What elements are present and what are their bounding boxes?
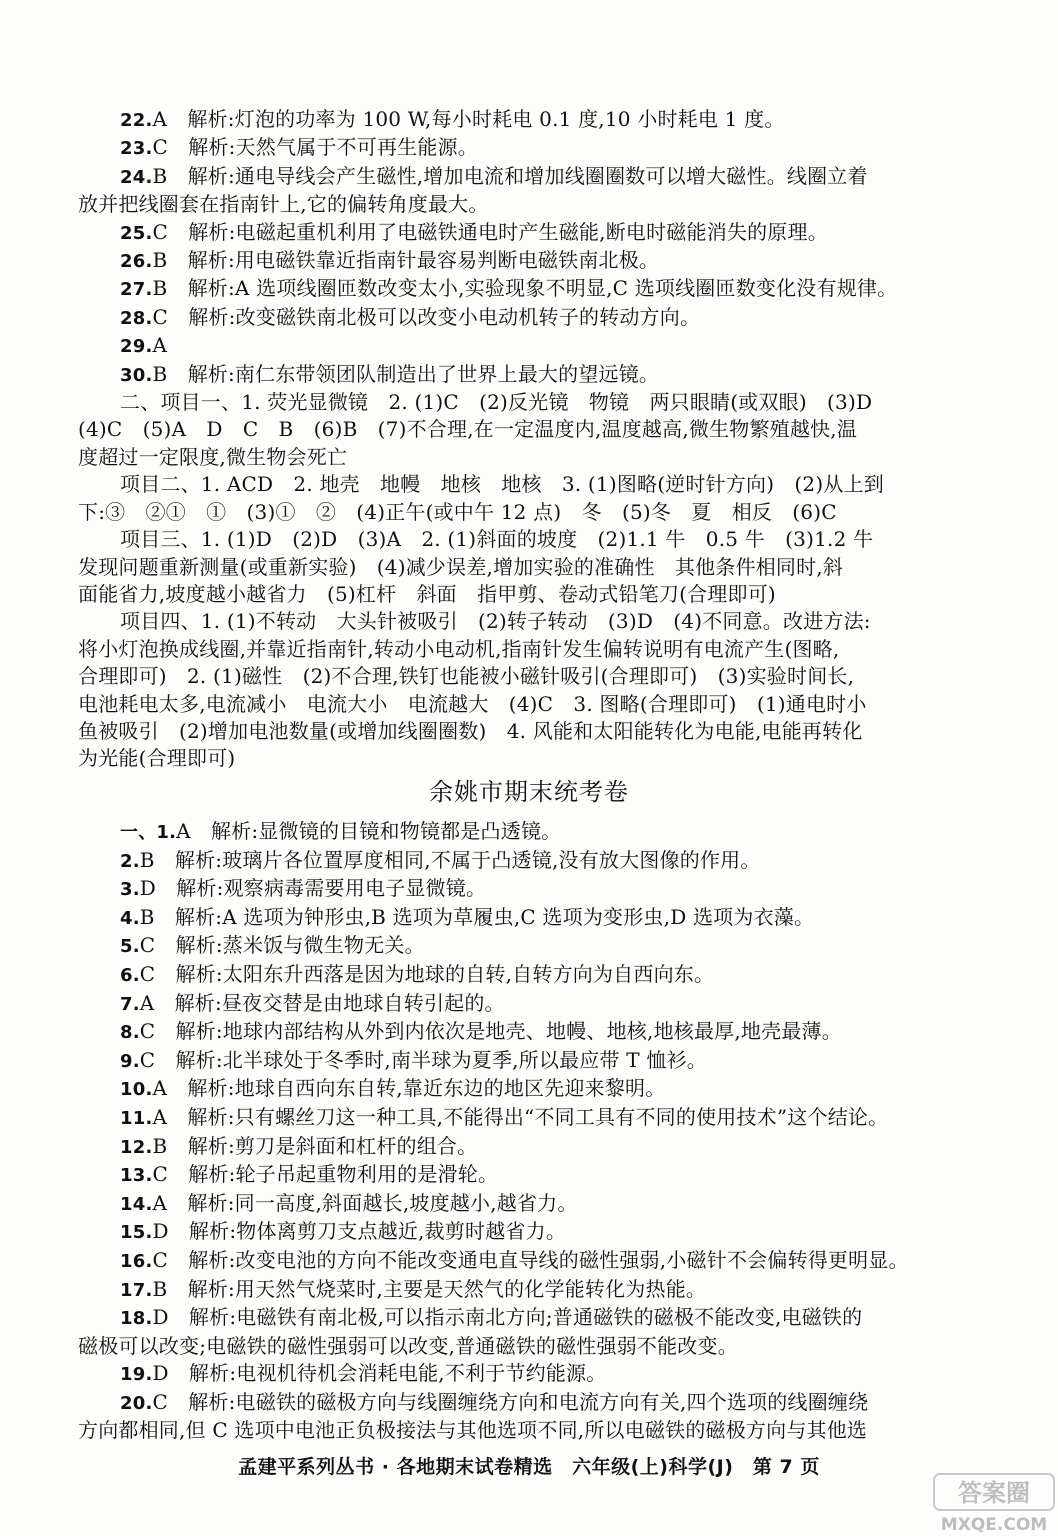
answer-text: B 解析:剪刀是斜面和杠杆的组合。 [152, 1133, 478, 1158]
answer-text: C 解析:天然气属于不可再生能源。 [152, 135, 478, 160]
question-number: 28. [120, 307, 153, 329]
answer-line [78, 416, 958, 443]
answer-line [78, 389, 958, 416]
watermark-logo-text: 答案圈 [958, 1479, 1030, 1507]
answer-text: A 解析:只有螺丝刀这一种工具,不能得出“不同工具有不同的使用技术”这个结论。 [152, 1104, 889, 1129]
question-number: 12. [120, 1136, 153, 1158]
answer-text: B 解析:南仁东带领团队制造出了世界上最大的望远镜。 [152, 361, 660, 386]
answer-text: 电池耗电太多,电流减小 电流大小 电流越大 (4)C 3. 图略(合理即可) (1)通电时小 [78, 691, 867, 716]
question-number: 16. [120, 1250, 153, 1272]
answer-text: 二、项目一、1. 荧光显微镜 2. (1)C (2)反光镜 物镜 两只眼睛(或双眼) (3)D [120, 390, 873, 415]
answer-text: 磁极可以改变;电磁铁的磁性强弱可以改变,普通磁铁的磁性强弱不能改变。 [78, 1333, 738, 1358]
page-footer: 孟建平系列丛书 · 各地期末试卷精选 六年级(上)科学(J) 第 7 页 [238, 1456, 820, 1478]
question-number: 3. [120, 879, 140, 901]
answer-line [78, 691, 958, 718]
answer-text: B 解析:A 选项为钟形虫,B 选项为草履虫,C 选项为变形虫,D 选项为衣藻。 [139, 904, 815, 929]
answer-line [78, 444, 958, 471]
answer-text: A 解析:同一高度,斜面越长,坡度越小,越省力。 [152, 1190, 578, 1215]
answer-text: B 解析:A 选项线圈匝数改变太小,实验现象不明显,C 选项线圈匝数变化没有规律。 [152, 276, 898, 301]
question-number: 4. [120, 907, 140, 929]
question-number: 18. [120, 1308, 153, 1330]
question-number: 29. [120, 336, 153, 358]
answer-text: 项目四、1. (1)不转动 大头针被吸引 (2)转子转动 (3)D (4)不同意。改进方法: [120, 609, 871, 634]
question-number: 9. [120, 1050, 140, 1072]
answer-line [78, 1075, 958, 1104]
answer-line [78, 247, 958, 275]
answer-line [78, 608, 958, 635]
answer-text: A 解析:显微镜的目镜和物镜都是凸透镜。 [176, 819, 562, 843]
answer-line [78, 361, 958, 389]
question-number: 23. [120, 138, 153, 160]
answer-line [78, 1104, 958, 1133]
answer-line [78, 1304, 958, 1333]
answer-line [78, 875, 958, 904]
answer-text: A 解析:昼夜交替是由地球自转引起的。 [139, 990, 505, 1015]
answer-line [78, 332, 958, 360]
answer-text: C 解析:改变磁铁南北极可以改变小电动机转子的转动方向。 [152, 304, 701, 329]
answer-line [78, 1276, 958, 1305]
answer-line [78, 1333, 958, 1361]
answer-text: 方向都相同,但 C 选项中电池正负极接法与其他选项不同,所以电磁铁的磁极方向与其他选 [78, 1418, 868, 1443]
answer-text: (4)C (5)A D C B (6)B (7)不合理,在一定温度内,温度越高,微生物繁殖越快,温 [78, 417, 858, 442]
answer-text: B 解析:玻璃片各位置厚度相同,不属于凸透镜,没有放大图像的作用。 [139, 847, 761, 872]
question-number: 17. [120, 1279, 153, 1301]
answer-line [78, 499, 958, 526]
answer-line [78, 163, 958, 191]
answer-line [78, 847, 958, 876]
answer-text: 鱼被吸引 (2)增加电池数量(或增加线圈圈数) 4. 风能和太阳能转化为电能,电能再转化 [78, 718, 863, 743]
answer-text: C 解析:太阳东升西落是因为地球的自转,自转方向为自西向东。 [139, 961, 715, 986]
question-number: 26. [120, 251, 153, 273]
answer-text: 下:③ ②① ① (3)① ② (4)正午(或中午 12 点) 冬 (5)冬 夏 相反 (6)C [78, 499, 837, 524]
answer-line [78, 1047, 958, 1076]
answer-line [78, 554, 958, 581]
question-number: 20. [120, 1392, 153, 1414]
answer-line [78, 526, 958, 553]
question-number: 30. [120, 364, 153, 386]
answer-list-lower [78, 818, 958, 1445]
answer-line [78, 1133, 958, 1162]
answer-text: 放并把线圈套在指南针上,它的偏转角度最大。 [78, 192, 489, 217]
answer-text: D 解析:物体离剪刀支点越近,裁剪时越省力。 [152, 1219, 567, 1244]
answer-text: A 解析:灯泡的功率为 100 W,每小时耗电 0.1 度,10 小时耗电 1 度。 [152, 107, 785, 131]
question-number: 7. [120, 993, 140, 1015]
answer-line [78, 1247, 958, 1276]
answer-line [78, 1190, 958, 1219]
question-number: 27. [120, 279, 153, 301]
answer-line [78, 1389, 958, 1418]
section-title: 余姚市期末统考卷 [429, 778, 629, 806]
question-number: 一、1. [120, 822, 177, 843]
answer-text: C 解析:电磁起重机利用了电磁铁通电时产生磁能,断电时磁能消失的原理。 [152, 219, 828, 244]
question-number: 6. [120, 964, 140, 986]
question-number: 24. [120, 166, 153, 188]
answer-text: 度超过一定限度,微生物会死亡 [78, 444, 348, 469]
answer-text: 项目三、1. (1)D (2)D (3)A 2. (1)斜面的坡度 (2)1.1 牛 0.5 牛 (3)1.2 牛 [120, 527, 874, 552]
question-number: 15. [120, 1222, 153, 1244]
answer-line [78, 1360, 958, 1389]
answer-text: C 解析:地球内部结构从外到内依次是地壳、地幔、地核,地核最厚,地壳最薄。 [139, 1019, 842, 1044]
answer-list-upper [78, 106, 958, 773]
answer-text: B 解析:用天然气烧菜时,主要是天然气的化学能转化为热能。 [152, 1276, 707, 1301]
answer-line [78, 581, 958, 608]
answer-text: C 解析:轮子吊起重物利用的是滑轮。 [152, 1162, 499, 1187]
answer-line [78, 1417, 958, 1445]
question-number: 11. [120, 1107, 153, 1129]
answer-text: D 解析:电视机待机会消耗电能,不利于节约能源。 [152, 1361, 607, 1386]
answer-text: D 解析:观察病毒需要用电子显微镜。 [139, 876, 487, 901]
answer-text: A [152, 333, 168, 358]
answer-line [78, 275, 958, 303]
answer-text: 面能省力,坡度越小越省力 (5)杠杆 斜面 指甲剪、卷动式铅笔刀(合理即可) [78, 581, 776, 606]
answer-line [78, 1161, 958, 1190]
answer-text: 合理即可) 2. (1)磁性 (2)不合理,铁钉也能被小磁针吸引(合理即可) (3)实验时间长, [78, 664, 855, 689]
watermark-logo [930, 1470, 1058, 1536]
answer-line [78, 471, 958, 498]
answer-line [78, 718, 958, 745]
answer-text: 将小灯泡换成线圈,并靠近指南针,转动小电动机,指南针发生偏转说明有电流产生(图略, [78, 636, 840, 661]
answer-line [78, 745, 958, 772]
answer-line [78, 818, 958, 847]
answer-line [78, 304, 958, 332]
question-number: 14. [120, 1193, 153, 1215]
answer-text: 项目二、1. ACD 2. 地壳 地幔 地核 地核 3. (1)图略(逆时针方向) (2)从上到 [120, 472, 884, 497]
answer-line [78, 1218, 958, 1247]
question-number: 13. [120, 1165, 153, 1187]
answer-line [78, 663, 958, 690]
answer-line [78, 932, 958, 961]
answer-text: C 解析:改变电池的方向不能改变通电直导线的磁性强弱,小磁针不会偏转得更明显。 [152, 1247, 909, 1272]
question-number: 19. [120, 1364, 153, 1386]
answer-text: C 解析:北半球处于冬季时,南半球为夏季,所以最应带 T 恤衫。 [139, 1047, 707, 1072]
question-number: 10. [120, 1079, 153, 1101]
question-number: 2. [120, 850, 140, 872]
answer-text: B 解析:通电导线会产生磁性,增加电流和增加线圈圈数可以增大磁性。线圈立着 [152, 163, 868, 188]
answer-text: 发现问题重新测量(或重新实验) (4)减少误差,增加实验的准确性 其他条件相同时,斜 [78, 554, 844, 579]
question-number: 8. [120, 1022, 140, 1044]
answer-text: 为光能(合理即可) [78, 746, 236, 771]
answer-text: C 解析:蒸米饭与微生物无关。 [139, 933, 425, 958]
question-number: 22. [120, 110, 153, 131]
question-number: 25. [120, 222, 153, 244]
question-number: 5. [120, 936, 140, 958]
answer-line [78, 134, 958, 162]
answer-line [78, 636, 958, 663]
answer-text: C 解析:电磁铁的磁极方向与线圈缠绕方向和电流方向有关,四个选项的线圈缠绕 [152, 1389, 869, 1414]
answer-line [78, 990, 958, 1019]
answer-text: A 解析:地球自西向东自转,靠近东边的地区先迎来黎明。 [152, 1076, 666, 1101]
answer-line [78, 961, 958, 990]
answer-line [78, 191, 958, 218]
answer-line [78, 106, 958, 134]
answer-text: D 解析:电磁铁有南北极,可以指示南北方向;普通磁铁的磁极不能改变,电磁铁的 [152, 1305, 863, 1330]
answer-line [78, 1018, 958, 1047]
watermark-url: MXQE.COM [940, 1515, 1048, 1535]
answer-line [78, 904, 958, 933]
answer-line [78, 219, 958, 247]
answer-text: B 解析:用电磁铁靠近指南针最容易判断电磁铁南北极。 [152, 248, 660, 273]
